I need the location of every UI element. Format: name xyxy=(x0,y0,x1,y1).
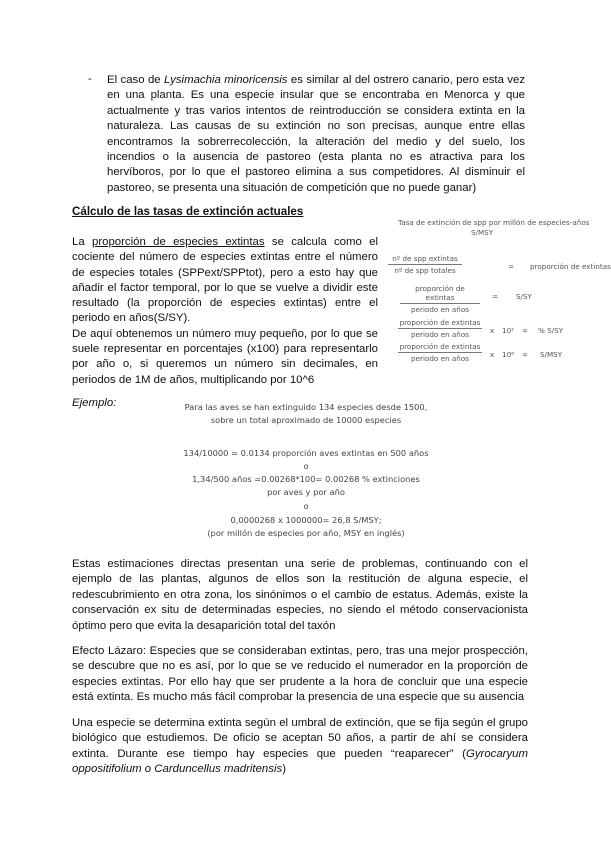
text-run: La xyxy=(72,236,92,248)
fraction-1 xyxy=(388,254,462,275)
threshold-paragraph xyxy=(72,716,528,778)
times-sign: x xyxy=(490,350,495,359)
example-line: o xyxy=(303,461,309,471)
species-name: Gyrocaryum oppositifolium o Carduncellus madritensis xyxy=(72,747,528,776)
equals-sign: = xyxy=(492,292,499,301)
numerator: proporción de extintas xyxy=(400,284,480,304)
power: 10² xyxy=(502,326,515,335)
numerator: proporción de extintas xyxy=(399,318,481,327)
equals-sign: = xyxy=(522,350,529,359)
formula-title: Tasa de extinción de spp por millón de especies-años xyxy=(398,218,590,227)
fraction-4 xyxy=(398,342,482,363)
example-label: Ejemplo: xyxy=(72,397,117,409)
text-run: ) xyxy=(282,763,286,776)
text-run: El caso de xyxy=(107,74,165,86)
example-figure xyxy=(166,398,446,544)
bullet-dash: - xyxy=(88,73,92,85)
numerator: nº de spp extintas xyxy=(388,254,462,265)
result: S/SY xyxy=(516,292,532,301)
result: S/MSY xyxy=(540,350,563,359)
denominator: periodo en años xyxy=(411,305,469,314)
example-line: 1,34/500 años =0.00268*100= 0.00268 % extinciones xyxy=(192,474,420,484)
text-run: se calcula como el cociente del número de especies extintas entre el número de especies totales (SPPext/SPPtot), pero a esto hay que añadir el factor temporal, por lo que se vuelve a dividir este resultado (la proporción de especies extintas) entre el periodo en años(S/SY). xyxy=(72,236,378,325)
numerator: proporción de extintas xyxy=(399,342,481,351)
example-line: por aves y por año xyxy=(267,487,345,497)
formula-figure xyxy=(388,218,611,368)
example-line: Para las aves se han extinguido 134 especies desde 1500, xyxy=(184,402,428,412)
section-heading: Cálculo de las tasas de extinción actuales xyxy=(72,205,304,218)
text-run: De aquí obtenemos un número muy pequeño, por lo que se suele representar en porcentajes (x100) para representarlo por año o, si queremos un número sin decimales, en periodos de 1M de años, multiplicando por 10^6 xyxy=(72,327,378,386)
result: % S/SY xyxy=(538,326,564,335)
power: 10⁶ xyxy=(502,350,515,359)
denominator: nº de spp totales xyxy=(394,266,456,275)
times-sign: x xyxy=(490,326,495,335)
problems-paragraph: Estas estimaciones directas presentan una serie de problemas, continuando con el ejemplo de las plantas, algunos de ellos son la restitución de alguna especie, el redescubrimiento en otra zona, los sinónimos o el cambio de estatus. Además, existe la conservación ex situ de determinadas especies, no siendo el método conservacionista óptimo pero que evita la desaparición total del taxón xyxy=(72,558,528,632)
example-line: 0,0000268 x 1000000= 26,8 S/MSY; xyxy=(230,515,382,525)
formula-subtitle: S/MSY xyxy=(471,228,494,237)
denominator: periodo en años xyxy=(411,330,469,339)
fraction-2 xyxy=(400,284,480,314)
example-line: o xyxy=(303,501,309,511)
species-name: Lysimachia minoricensis xyxy=(164,74,288,86)
lysimachia-paragraph xyxy=(107,73,525,196)
equals-sign: = xyxy=(522,326,529,335)
lazarus-paragraph: Efecto Lázaro: Especies que se consideraban extintas, pero, tras una mejor prospección, se descubre que no es así, por lo que se ve reducido el numerador en la proporción de especies extintas. Por ello hay que ser prudente a la hora de concluir que una especie está extinta. Es mucho más fácil comprobar la presencia de una especie que su ausencia xyxy=(72,645,528,704)
underlined-term: proporción de especies extintas xyxy=(91,236,265,248)
denominator: periodo en años xyxy=(411,354,469,363)
equals-sign: = xyxy=(508,262,515,271)
calc-paragraph xyxy=(72,235,378,388)
example-line: 134/10000 = 0.0134 proporción aves extintas en 500 años xyxy=(183,448,429,458)
example-line: (por millón de especies por año, MSY en inglés) xyxy=(207,528,405,538)
result: proporción de extintas xyxy=(530,262,611,271)
example-line: sobre un total aproximado de 10000 especies xyxy=(210,415,402,425)
fraction-3 xyxy=(398,318,482,339)
text-run: Una especie se determina extinta según el umbral de extinción, que se fija según el grupo biológico que estudiemos. De oficio se aceptan 50 años, a partir de ahí se considera extinta. Durante ese tiempo hay especies que pueden “reaparecer” ( xyxy=(72,717,528,760)
text-run: es similar al del ostrero canario, pero esta vez en una planta. Es una especie insular que se encontraba en Menorca y que actualmente y tras varios intentos de reintroducción se considera extinta en la naturaleza. Las causas de su extinción no son precisas, aunque entre ellas encontramos la sobrerrecolección, la alteración del medio y del suelo, los incendios o la ausencia de pastoreo (esta planta no es atractiva para los hervíboros, por lo que el pastoreo elimina a sus competidores. Al disminuir el pastoreo, se presenta una situación de competición que no puede ganar) xyxy=(107,74,526,194)
